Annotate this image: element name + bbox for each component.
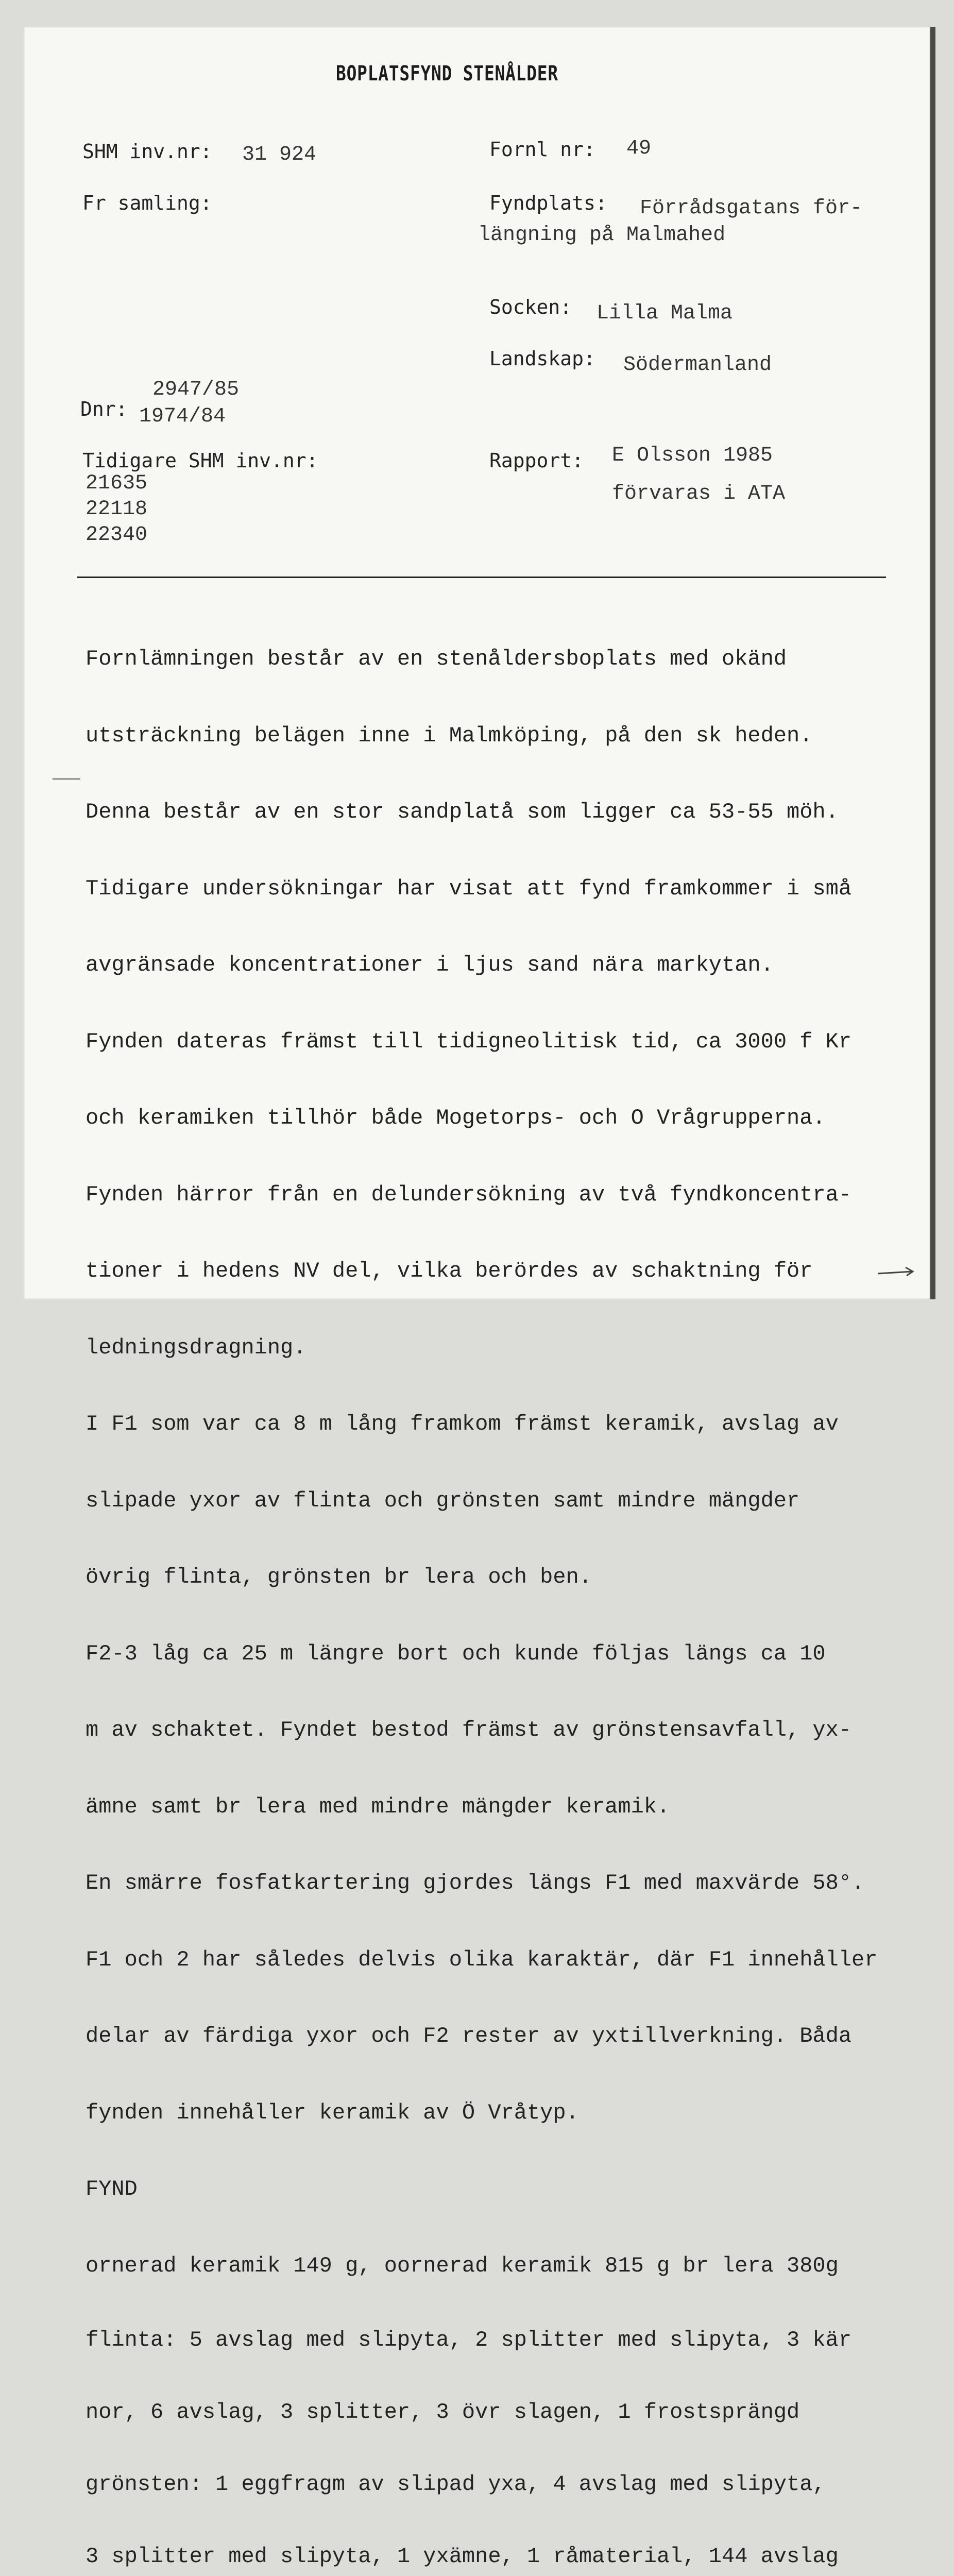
socken-value: Lilla Malma xyxy=(597,302,733,325)
body-line: ledningsdragning. xyxy=(86,1335,306,1360)
margin-mark-icon xyxy=(52,773,82,783)
tidigare-value: 22340 xyxy=(86,523,148,547)
socken-label: Socken: xyxy=(489,296,572,318)
dnr-label: Dnr: xyxy=(80,398,128,420)
fyndplats-value-1: Förrådsgatans för- xyxy=(640,197,863,220)
body-line: övrig flinta, grönsten br lera och ben. xyxy=(86,1565,592,1589)
body-line: grönsten: 1 eggfragm av slipad yxa, 4 avslag med slipyta, xyxy=(86,2472,826,2497)
rapport-label: Rapport: xyxy=(489,449,584,472)
divider-line xyxy=(77,577,886,578)
body-line: fynden innehåller keramik av Ö Vråtyp. xyxy=(86,2100,579,2125)
body-line: nor, 6 avslag, 3 splitter, 3 övr slagen, 1 frostsprängd xyxy=(86,2400,800,2425)
rapport-value-1: E Olsson 1985 xyxy=(612,444,773,467)
body-line: Fynden härror från en delundersökning av två fyndkoncentra- xyxy=(86,1182,852,1207)
tidigare-value: 22118 xyxy=(86,498,148,521)
body-line: FYND xyxy=(86,2177,138,2201)
fr-samling-label: Fr samling: xyxy=(82,192,212,214)
fyndplats-value-2: längning på Malmahed xyxy=(478,224,726,247)
arrow-mark-icon xyxy=(876,1265,917,1279)
body-line: tioner i hedens NV del, vilka berördes av schaktning för xyxy=(86,1259,813,1283)
body-line: En smärre fosfatkartering gjordes längs F1 med maxvärde 58°. xyxy=(86,1871,865,1895)
body-line: flinta: 5 avslag med slipyta, 2 splitter med slipyta, 3 kär xyxy=(86,2328,852,2352)
tidigare-label: Tidigare SHM inv.nr: xyxy=(82,449,318,472)
body-line: avgränsade koncentrationer i ljus sand nära markytan. xyxy=(86,953,774,977)
dnr-value-2: 1974/84 xyxy=(139,405,226,428)
body-line: slipade yxor av flinta och grönsten samt mindre mängder xyxy=(86,1488,800,1513)
fornl-value: 49 xyxy=(626,137,652,160)
landskap-label: Landskap: xyxy=(489,347,595,370)
body-line: delar av färdiga yxor och F2 rester av yxtillverkning. Båda xyxy=(86,2024,852,2048)
body-line: I F1 som var ca 8 m lång framkom främst keramik, avslag av xyxy=(86,1412,839,1436)
body-line: och keramiken tillhör både Mogetorps- och O Vrågrupperna. xyxy=(86,1106,826,1130)
body-line: F1 och 2 har således delvis olika karaktär, där F1 innehåller xyxy=(86,1947,878,1972)
fyndplats-label: Fyndplats: xyxy=(489,192,607,214)
card-title: BOPLATSFYND STENÅLDER xyxy=(336,62,558,86)
shm-inv-value: 31 924 xyxy=(242,143,317,166)
body-line: F2-3 låg ca 25 m längre bort och kunde följas längs ca 10 xyxy=(86,1641,826,1666)
body-line: Fornlämningen består av en stenåldersboplats med okänd xyxy=(86,647,787,671)
body-line: Denna består av en stor sandplatå som ligger ca 53-55 möh. xyxy=(86,800,839,824)
rapport-value-2: förvaras i ATA xyxy=(612,482,786,505)
body-line: m av schaktet. Fyndet bestod främst av grönstensavfall, yx- xyxy=(86,1718,852,1742)
dnr-value-1: 2947/85 xyxy=(152,378,240,401)
body-line: Fynden dateras främst till tidigneolitisk tid, ca 3000 f Kr xyxy=(86,1029,852,1054)
body-line: Tidigare undersökningar har visat att fynd framkommer i små xyxy=(86,876,852,901)
body-line: 3 splitter med slipyta, 1 yxämne, 1 råmaterial, 144 avslag xyxy=(86,2544,839,2569)
landskap-value: Södermanland xyxy=(623,353,772,377)
body-line: ämne samt br lera med mindre mängder keramik. xyxy=(86,1794,670,1819)
fornl-label: Fornl nr: xyxy=(489,138,595,161)
tidigare-value: 21635 xyxy=(86,472,148,495)
shm-inv-label: SHM inv.nr: xyxy=(82,140,212,163)
body-line: ornerad keramik 149 g, oornerad keramik 815 g br lera 380g xyxy=(86,2253,839,2278)
description-text xyxy=(86,596,930,2576)
body-line: utsträckning belägen inne i Malmköping, på den sk heden. xyxy=(86,723,813,748)
